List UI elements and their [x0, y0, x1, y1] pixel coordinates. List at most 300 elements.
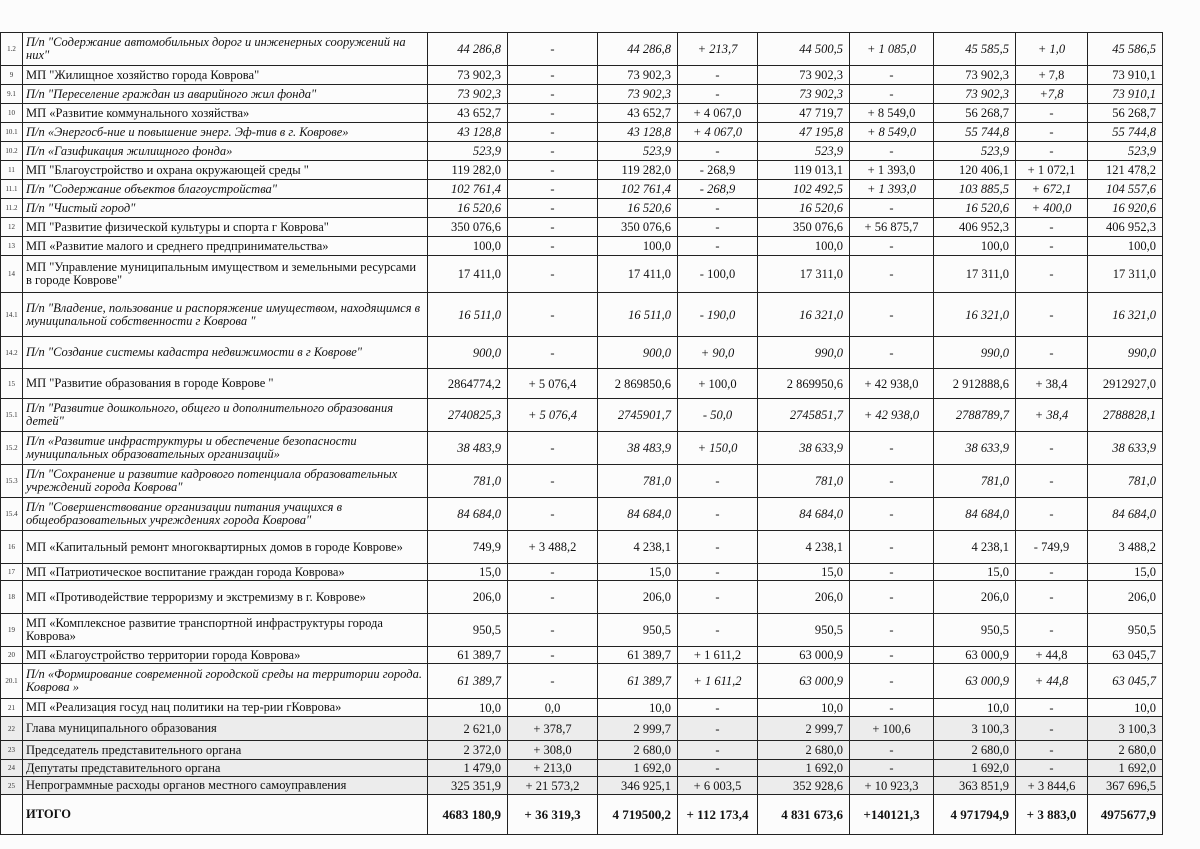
amount-cell-c3: 2745901,7: [598, 399, 678, 432]
amount-cell-c8: -: [1016, 256, 1088, 293]
amount-cell-c8: + 1,0: [1016, 33, 1088, 66]
amount-cell-c3: 2 869850,6: [598, 369, 678, 399]
amount-cell-c8: + 44,8: [1016, 647, 1088, 664]
amount-cell-c1: 15,0: [428, 564, 508, 581]
amount-cell-c9: 3 488,2: [1088, 531, 1163, 564]
program-name: П/п "Содержание автомобильных дорог и инженерных сооружений на них": [23, 33, 428, 66]
amount-cell-c7: 406 952,3: [934, 218, 1016, 237]
amount-cell-c8: +7,8: [1016, 85, 1088, 104]
amount-cell-c9: 121 478,2: [1088, 161, 1163, 180]
amount-cell-c6: -: [850, 614, 934, 647]
row-number: 21: [1, 699, 23, 717]
amount-cell-c1: 38 483,9: [428, 432, 508, 465]
amount-cell-c8: + 400,0: [1016, 199, 1088, 218]
amount-cell-c2: -: [508, 614, 598, 647]
amount-cell-c8: - 749,9: [1016, 531, 1088, 564]
amount-cell-c4: -: [678, 699, 758, 717]
row-number: 15.2: [1, 432, 23, 465]
program-name: П/п "Создание системы кадастра недвижимости в г Коврове": [23, 337, 428, 369]
amount-cell-c6: + 8 549,0: [850, 123, 934, 142]
program-name: П/п "Сохранение и развитие кадрового потенциала образовательных учреждений города Коврова": [23, 465, 428, 498]
amount-cell-c8: -: [1016, 432, 1088, 465]
amount-cell-c3: 206,0: [598, 581, 678, 614]
amount-cell-c2: + 378,7: [508, 717, 598, 741]
amount-cell-c9: 1 692,0: [1088, 760, 1163, 777]
amount-cell-c6: -: [850, 142, 934, 161]
table-row: [1, 432, 1163, 465]
amount-cell-c7: 103 885,5: [934, 180, 1016, 199]
program-name: Председатель представительного органа: [23, 741, 428, 760]
row-number: 15: [1, 369, 23, 399]
budget-table-body: [1, 33, 1163, 835]
amount-cell-c4: + 4 067,0: [678, 104, 758, 123]
amount-cell-c7: 73 902,3: [934, 85, 1016, 104]
amount-cell-c9: 73 910,1: [1088, 66, 1163, 85]
amount-cell-c8: -: [1016, 337, 1088, 369]
amount-cell-c5: 1 692,0: [758, 760, 850, 777]
amount-cell-c4: -: [678, 581, 758, 614]
program-name: МП «Капитальный ремонт многоквартирных домов в городе Коврове»: [23, 531, 428, 564]
amount-cell-c4: - 50,0: [678, 399, 758, 432]
table-row: [1, 614, 1163, 647]
amount-cell-c6: -: [850, 531, 934, 564]
amount-cell-c6: + 8 549,0: [850, 104, 934, 123]
amount-cell-c6: -: [850, 760, 934, 777]
program-name: П/п "Совершенствование организации питания учащихся в общеобразовательных учреждениях города Коврова": [23, 498, 428, 531]
amount-cell-c3: 1 692,0: [598, 760, 678, 777]
amount-cell-c5: 2745851,7: [758, 399, 850, 432]
amount-cell-c9: 950,5: [1088, 614, 1163, 647]
amount-cell-c3: 17 411,0: [598, 256, 678, 293]
amount-cell-c7: 1 692,0: [934, 760, 1016, 777]
amount-cell-c7: 10,0: [934, 699, 1016, 717]
amount-cell-c2: + 5 076,4: [508, 369, 598, 399]
amount-cell-c7: 73 902,3: [934, 66, 1016, 85]
amount-cell-c6: + 42 938,0: [850, 399, 934, 432]
amount-cell-c6: -: [850, 741, 934, 760]
amount-cell-c6: + 100,6: [850, 717, 934, 741]
amount-cell-c3: 73 902,3: [598, 66, 678, 85]
total-amount-c2: + 36 319,3: [508, 795, 598, 835]
amount-cell-c1: 1 479,0: [428, 760, 508, 777]
amount-cell-c8: + 672,1: [1016, 180, 1088, 199]
amount-cell-c3: 61 389,7: [598, 647, 678, 664]
table-row: [1, 777, 1163, 795]
table-row: [1, 337, 1163, 369]
amount-cell-c5: 84 684,0: [758, 498, 850, 531]
amount-cell-c2: -: [508, 161, 598, 180]
amount-cell-c6: -: [850, 66, 934, 85]
amount-cell-c7: 4 238,1: [934, 531, 1016, 564]
amount-cell-c7: 2 680,0: [934, 741, 1016, 760]
amount-cell-c6: -: [850, 699, 934, 717]
amount-cell-c9: 2912927,0: [1088, 369, 1163, 399]
amount-cell-c1: 84 684,0: [428, 498, 508, 531]
program-name: П/п «Формирование современной городской среды на территории города. Коврова »: [23, 664, 428, 699]
amount-cell-c7: 206,0: [934, 581, 1016, 614]
table-row: [1, 85, 1163, 104]
amount-cell-c8: -: [1016, 498, 1088, 531]
amount-cell-c4: -: [678, 741, 758, 760]
amount-cell-c2: + 308,0: [508, 741, 598, 760]
total-amount-c4: + 112 173,4: [678, 795, 758, 835]
amount-cell-c5: 2 999,7: [758, 717, 850, 741]
total-amount-c1: 4683 180,9: [428, 795, 508, 835]
table-row: [1, 760, 1163, 777]
amount-cell-c8: -: [1016, 465, 1088, 498]
amount-cell-c4: -: [678, 564, 758, 581]
program-name: Депутаты представительного органа: [23, 760, 428, 777]
amount-cell-c4: - 190,0: [678, 293, 758, 337]
amount-cell-c7: 38 633,9: [934, 432, 1016, 465]
table-row: [1, 647, 1163, 664]
amount-cell-c9: 10,0: [1088, 699, 1163, 717]
amount-cell-c6: -: [850, 293, 934, 337]
table-row: [1, 199, 1163, 218]
table-row: [1, 237, 1163, 256]
amount-cell-c3: 350 076,6: [598, 218, 678, 237]
row-number: 20: [1, 647, 23, 664]
amount-cell-c3: 346 925,1: [598, 777, 678, 795]
table-row: [1, 161, 1163, 180]
program-name: МП «Патриотическое воспитание граждан города Коврова»: [23, 564, 428, 581]
amount-cell-c5: 350 076,6: [758, 218, 850, 237]
amount-cell-c3: 16 520,6: [598, 199, 678, 218]
row-number: 19: [1, 614, 23, 647]
table-row: [1, 498, 1163, 531]
amount-cell-c3: 73 902,3: [598, 85, 678, 104]
table-row: [1, 741, 1163, 760]
amount-cell-c2: -: [508, 498, 598, 531]
amount-cell-c9: 38 633,9: [1088, 432, 1163, 465]
program-name: МП "Развитие физической культуры и спорта г Коврова": [23, 218, 428, 237]
amount-cell-c9: 100,0: [1088, 237, 1163, 256]
table-row: [1, 465, 1163, 498]
amount-cell-c4: -: [678, 218, 758, 237]
amount-cell-c1: 2 621,0: [428, 717, 508, 741]
program-name: МП "Развитие образования в городе Коврове ": [23, 369, 428, 399]
amount-cell-c9: 16 920,6: [1088, 199, 1163, 218]
amount-cell-c2: -: [508, 104, 598, 123]
amount-cell-c3: 523,9: [598, 142, 678, 161]
amount-cell-c2: -: [508, 432, 598, 465]
amount-cell-c5: 100,0: [758, 237, 850, 256]
amount-cell-c1: 16 520,6: [428, 199, 508, 218]
amount-cell-c5: 2 869950,6: [758, 369, 850, 399]
amount-cell-c7: 363 851,9: [934, 777, 1016, 795]
amount-cell-c8: -: [1016, 142, 1088, 161]
amount-cell-c9: 2 680,0: [1088, 741, 1163, 760]
row-number: 1.2: [1, 33, 23, 66]
row-number: 23: [1, 741, 23, 760]
program-name: МП «Противодействие терроризму и экстремизму в г. Коврове»: [23, 581, 428, 614]
amount-cell-c2: -: [508, 33, 598, 66]
amount-cell-c3: 102 761,4: [598, 180, 678, 199]
amount-cell-c2: -: [508, 142, 598, 161]
amount-cell-c5: 63 000,9: [758, 664, 850, 699]
amount-cell-c3: 38 483,9: [598, 432, 678, 465]
amount-cell-c9: 45 586,5: [1088, 33, 1163, 66]
amount-cell-c1: 16 511,0: [428, 293, 508, 337]
amount-cell-c5: 352 928,6: [758, 777, 850, 795]
budget-table: [0, 32, 1163, 835]
row-number: 14.1: [1, 293, 23, 337]
amount-cell-c8: + 1 072,1: [1016, 161, 1088, 180]
amount-cell-c9: 781,0: [1088, 465, 1163, 498]
amount-cell-c9: 73 910,1: [1088, 85, 1163, 104]
amount-cell-c7: 16 321,0: [934, 293, 1016, 337]
amount-cell-c1: 61 389,7: [428, 647, 508, 664]
row-number: 9: [1, 66, 23, 85]
table-row: [1, 564, 1163, 581]
amount-cell-c3: 43 652,7: [598, 104, 678, 123]
amount-cell-c1: 73 902,3: [428, 85, 508, 104]
table-row: [1, 104, 1163, 123]
amount-cell-c8: + 38,4: [1016, 369, 1088, 399]
amount-cell-c1: 206,0: [428, 581, 508, 614]
amount-cell-c6: + 1 393,0: [850, 180, 934, 199]
amount-cell-c2: -: [508, 237, 598, 256]
row-number: 10: [1, 104, 23, 123]
amount-cell-c9: 17 311,0: [1088, 256, 1163, 293]
row-number: 14.2: [1, 337, 23, 369]
amount-cell-c6: + 1 393,0: [850, 161, 934, 180]
amount-cell-c6: -: [850, 256, 934, 293]
row-number: 17: [1, 564, 23, 581]
amount-cell-c7: 781,0: [934, 465, 1016, 498]
amount-cell-c2: -: [508, 199, 598, 218]
amount-cell-c5: 47 195,8: [758, 123, 850, 142]
amount-cell-c1: 61 389,7: [428, 664, 508, 699]
amount-cell-c4: + 1 611,2: [678, 664, 758, 699]
amount-cell-c7: 990,0: [934, 337, 1016, 369]
program-name: П/п "Содержание объектов благоустройства": [23, 180, 428, 199]
amount-cell-c5: 16 520,6: [758, 199, 850, 218]
amount-cell-c4: - 268,9: [678, 180, 758, 199]
amount-cell-c1: 350 076,6: [428, 218, 508, 237]
amount-cell-c3: 16 511,0: [598, 293, 678, 337]
amount-cell-c8: + 44,8: [1016, 664, 1088, 699]
amount-cell-c2: -: [508, 66, 598, 85]
amount-cell-c6: + 10 923,3: [850, 777, 934, 795]
program-name: МП «Развитие малого и среднего предпринимательства»: [23, 237, 428, 256]
amount-cell-c8: -: [1016, 293, 1088, 337]
table-row: [1, 293, 1163, 337]
amount-cell-c5: 523,9: [758, 142, 850, 161]
amount-cell-c9: 63 045,7: [1088, 664, 1163, 699]
amount-cell-c8: + 3 844,6: [1016, 777, 1088, 795]
row-number: 15.1: [1, 399, 23, 432]
amount-cell-c3: 84 684,0: [598, 498, 678, 531]
row-number: 10.2: [1, 142, 23, 161]
amount-cell-c5: 16 321,0: [758, 293, 850, 337]
amount-cell-c6: -: [850, 337, 934, 369]
program-name: Глава муниципального образования: [23, 717, 428, 741]
amount-cell-c2: 0,0: [508, 699, 598, 717]
row-number: 25: [1, 777, 23, 795]
amount-cell-c4: - 268,9: [678, 161, 758, 180]
total-label: ИТОГО: [23, 795, 428, 835]
amount-cell-c5: 15,0: [758, 564, 850, 581]
program-name: МП "Управление муниципальным имуществом и земельными ресурсами в городе Коврове": [23, 256, 428, 293]
amount-cell-c1: 119 282,0: [428, 161, 508, 180]
row-number: 13: [1, 237, 23, 256]
program-name: П/п «Газификация жилищного фонда»: [23, 142, 428, 161]
amount-cell-c4: -: [678, 142, 758, 161]
program-name: П/п "Владение, пользование и распоряжение имуществом, находящимся в муниципальной собственности г Коврова ": [23, 293, 428, 337]
amount-cell-c9: 55 744,8: [1088, 123, 1163, 142]
row-number: 22: [1, 717, 23, 741]
program-name: МП "Жилищное хозяйство города Коврова": [23, 66, 428, 85]
amount-cell-c4: + 100,0: [678, 369, 758, 399]
amount-cell-c7: 950,5: [934, 614, 1016, 647]
amount-cell-c7: 2788789,7: [934, 399, 1016, 432]
amount-cell-c2: -: [508, 564, 598, 581]
amount-cell-c2: -: [508, 664, 598, 699]
amount-cell-c7: 3 100,3: [934, 717, 1016, 741]
amount-cell-c1: 2740825,3: [428, 399, 508, 432]
total-amount-c8: + 3 883,0: [1016, 795, 1088, 835]
amount-cell-c3: 781,0: [598, 465, 678, 498]
amount-cell-c1: 43 128,8: [428, 123, 508, 142]
table-row: [1, 142, 1163, 161]
amount-cell-c6: -: [850, 237, 934, 256]
row-number: 16: [1, 531, 23, 564]
amount-cell-c7: 56 268,7: [934, 104, 1016, 123]
amount-cell-c5: 781,0: [758, 465, 850, 498]
amount-cell-c5: 206,0: [758, 581, 850, 614]
amount-cell-c4: + 150,0: [678, 432, 758, 465]
amount-cell-c6: -: [850, 199, 934, 218]
amount-cell-c6: -: [850, 647, 934, 664]
amount-cell-c3: 950,5: [598, 614, 678, 647]
table-row: [1, 218, 1163, 237]
amount-cell-c9: 104 557,6: [1088, 180, 1163, 199]
amount-cell-c1: 100,0: [428, 237, 508, 256]
amount-cell-c1: 44 286,8: [428, 33, 508, 66]
amount-cell-c1: 73 902,3: [428, 66, 508, 85]
amount-cell-c6: -: [850, 465, 934, 498]
total-amount-c7: 4 971794,9: [934, 795, 1016, 835]
row-number: 15.3: [1, 465, 23, 498]
amount-cell-c1: 523,9: [428, 142, 508, 161]
amount-cell-c4: + 4 067,0: [678, 123, 758, 142]
amount-cell-c8: -: [1016, 237, 1088, 256]
amount-cell-c8: -: [1016, 699, 1088, 717]
amount-cell-c4: -: [678, 498, 758, 531]
amount-cell-c7: 15,0: [934, 564, 1016, 581]
amount-cell-c5: 38 633,9: [758, 432, 850, 465]
row-number: 11.1: [1, 180, 23, 199]
amount-cell-c5: 2 680,0: [758, 741, 850, 760]
amount-cell-c5: 63 000,9: [758, 647, 850, 664]
program-name: МП «Благоустройство территории города Коврова»: [23, 647, 428, 664]
amount-cell-c5: 73 902,3: [758, 85, 850, 104]
amount-cell-c9: 63 045,7: [1088, 647, 1163, 664]
row-number: 11.2: [1, 199, 23, 218]
total-row: [1, 795, 1163, 835]
amount-cell-c6: + 1 085,0: [850, 33, 934, 66]
amount-cell-c5: 17 311,0: [758, 256, 850, 293]
row-number: 14: [1, 256, 23, 293]
program-name: МП «Реализация госуд нац политики на тер-рии гКоврова»: [23, 699, 428, 717]
amount-cell-c3: 61 389,7: [598, 664, 678, 699]
amount-cell-c8: -: [1016, 760, 1088, 777]
amount-cell-c9: 2788828,1: [1088, 399, 1163, 432]
program-name: П/п "Развитие дошкольного, общего и дополнительного образования детей": [23, 399, 428, 432]
amount-cell-c9: 56 268,7: [1088, 104, 1163, 123]
amount-cell-c1: 102 761,4: [428, 180, 508, 199]
amount-cell-c4: -: [678, 66, 758, 85]
row-number: 12: [1, 218, 23, 237]
amount-cell-c4: -: [678, 614, 758, 647]
amount-cell-c7: 45 585,5: [934, 33, 1016, 66]
amount-cell-c3: 2 680,0: [598, 741, 678, 760]
amount-cell-c6: + 42 938,0: [850, 369, 934, 399]
amount-cell-c3: 44 286,8: [598, 33, 678, 66]
program-name: П/п "Переселение граждан из аварийного жил фонда": [23, 85, 428, 104]
table-row: [1, 717, 1163, 741]
amount-cell-c2: -: [508, 465, 598, 498]
row-number: 9.1: [1, 85, 23, 104]
amount-cell-c8: -: [1016, 741, 1088, 760]
amount-cell-c5: 990,0: [758, 337, 850, 369]
row-number: 11: [1, 161, 23, 180]
amount-cell-c2: -: [508, 256, 598, 293]
table-row: [1, 66, 1163, 85]
amount-cell-c9: 206,0: [1088, 581, 1163, 614]
amount-cell-c5: 950,5: [758, 614, 850, 647]
amount-cell-c4: -: [678, 237, 758, 256]
table-row: [1, 123, 1163, 142]
amount-cell-c2: -: [508, 218, 598, 237]
amount-cell-c4: -: [678, 199, 758, 218]
total-amount-c5: 4 831 673,6: [758, 795, 850, 835]
amount-cell-c9: 16 321,0: [1088, 293, 1163, 337]
amount-cell-c3: 100,0: [598, 237, 678, 256]
amount-cell-c2: -: [508, 337, 598, 369]
amount-cell-c9: 990,0: [1088, 337, 1163, 369]
amount-cell-c2: -: [508, 123, 598, 142]
row-number: 24: [1, 760, 23, 777]
amount-cell-c3: 43 128,8: [598, 123, 678, 142]
amount-cell-c7: 16 520,6: [934, 199, 1016, 218]
amount-cell-c5: 119 013,1: [758, 161, 850, 180]
row-number: 20.1: [1, 664, 23, 699]
amount-cell-c4: + 90,0: [678, 337, 758, 369]
program-name: П/п "Чистый город": [23, 199, 428, 218]
amount-cell-c1: 43 652,7: [428, 104, 508, 123]
program-name: Непрограммные расходы органов местного самоуправления: [23, 777, 428, 795]
amount-cell-c6: -: [850, 498, 934, 531]
amount-cell-c2: + 21 573,2: [508, 777, 598, 795]
amount-cell-c5: 73 902,3: [758, 66, 850, 85]
program-name: П/п «Развитие инфраструктуры и обеспечение безопасности муниципальных образовательных организаций»: [23, 432, 428, 465]
amount-cell-c8: + 38,4: [1016, 399, 1088, 432]
row-number: 15.4: [1, 498, 23, 531]
amount-cell-c2: -: [508, 180, 598, 199]
table-row: [1, 33, 1163, 66]
amount-cell-c8: -: [1016, 717, 1088, 741]
table-row: [1, 256, 1163, 293]
amount-cell-c6: -: [850, 85, 934, 104]
amount-cell-c5: 102 492,5: [758, 180, 850, 199]
amount-cell-c4: + 213,7: [678, 33, 758, 66]
total-amount-c3: 4 719500,2: [598, 795, 678, 835]
amount-cell-c8: -: [1016, 123, 1088, 142]
program-name: П/п «Энергосб-ние и повышение энерг. Эф-тив в г. Коврове»: [23, 123, 428, 142]
amount-cell-c9: 367 696,5: [1088, 777, 1163, 795]
